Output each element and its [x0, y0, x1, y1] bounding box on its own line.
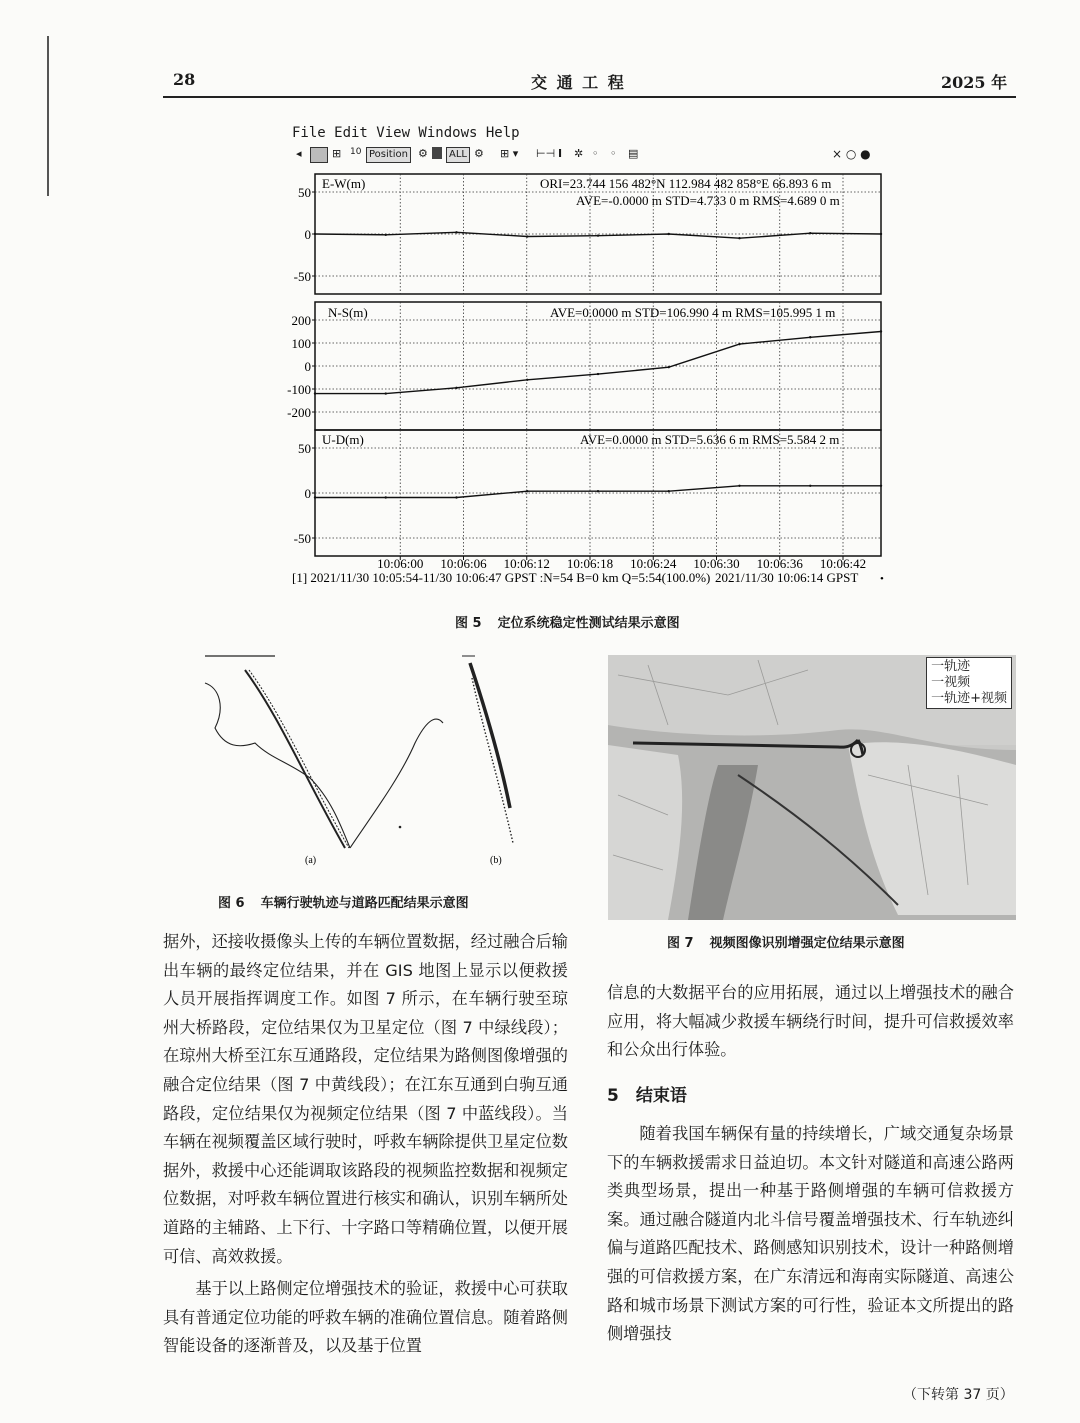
right-paragraph-1: 信息的大数据平台的应用拓展，通过以上增强技术的融合应用，将大幅减少救援车辆绕行时间，提升可信救援效率和公众出行体验。	[607, 983, 1014, 1060]
x-tick-label: 10:06:42	[819, 556, 867, 571]
data-point	[738, 485, 740, 487]
coast-a	[350, 719, 443, 848]
window-controls: × ○ ●	[832, 147, 871, 161]
road-a	[245, 670, 345, 848]
settings2-icon: ✲	[574, 147, 584, 160]
right-column-bottom	[607, 1120, 1014, 1349]
app-toolbar	[296, 146, 886, 166]
journal-title: 交 通 工 程	[531, 73, 626, 92]
legend-video: 一视频	[931, 675, 971, 690]
data-point	[880, 233, 882, 235]
table-icon: ⊞ ▾	[500, 147, 519, 160]
data-point	[526, 490, 528, 492]
data-point	[668, 233, 670, 235]
figure7-map	[608, 655, 1016, 920]
y-tick-label: 50	[298, 441, 311, 456]
data-point	[314, 392, 316, 394]
stability-chart	[270, 168, 890, 598]
y-tick-label: 200	[291, 313, 311, 328]
figure7-title: 视频图像识别增强定位结果示意图	[709, 936, 905, 951]
figure5-title: 定位系统稳定性测试结果示意图	[497, 616, 680, 631]
y-tick-label: -100	[287, 382, 311, 397]
header-rule	[163, 96, 1016, 98]
continued-note: （下转第 37 页）	[903, 1387, 1014, 1403]
zoom-icon: ⊞	[332, 147, 342, 160]
y-tick-label: 100	[291, 336, 311, 351]
data-point	[314, 233, 316, 235]
y-tick-label: 0	[304, 359, 311, 374]
data-point	[668, 366, 670, 368]
figure7-caption	[667, 932, 905, 951]
data-point	[385, 496, 387, 498]
position-select: Position	[366, 147, 411, 163]
data-point	[668, 490, 670, 492]
figure7-number: 图 7	[667, 936, 694, 951]
grid	[315, 174, 881, 556]
dot1-icon: ◦	[592, 147, 599, 160]
legend-track-video: 一轨迹+视频	[931, 691, 1007, 706]
left-column	[163, 928, 568, 1361]
x-tick-label: 10:06:18	[566, 556, 614, 571]
figure5-number: 图 5	[455, 616, 482, 631]
data-point	[455, 496, 457, 498]
footer-left: [1] 2021/11/30 10:05:54-11/30 10:06:47 GPST :N=54 B=0 km Q=5:54(100.0%)	[292, 570, 711, 585]
ud-stats: AVE=0.0000 m STD=5.636 6 m RMS=5.584 2 m	[580, 432, 840, 447]
ten-icon: 10	[350, 147, 362, 157]
dot-a	[399, 826, 402, 829]
data-point	[385, 234, 387, 236]
ud-label: U-D(m)	[322, 432, 364, 447]
ori-text: ORI=23.744 156 482°N 112.984 482 858°E 66.893 6 m	[540, 176, 832, 191]
legend-track: 一轨迹	[931, 659, 971, 674]
footer-right: 2021/11/30 10:06:14 GPST	[715, 570, 859, 585]
data-point	[738, 237, 740, 239]
map-land-west	[608, 745, 682, 920]
dot2-icon: ◦	[610, 147, 617, 160]
y-ticks	[287, 185, 315, 546]
data-point	[526, 235, 528, 237]
x-tick-label: 10:06:36	[756, 556, 803, 571]
x-tick-label: 10:06:24	[630, 556, 677, 571]
data-point	[455, 387, 457, 389]
figure6-title: 车辆行驶轨迹与道路匹配结果示意图	[260, 896, 469, 911]
arrow-left-icon: ◂	[296, 147, 302, 160]
data-point	[385, 392, 387, 394]
left-paragraph-1: 据外，还接收摄像头上传的车辆位置数据，经过融合后输出车辆的最终定位结果，并在 GIS 地图上显示以便救援人员开展指挥调度工作。如图 7 所示，在车辆行驶至琼州大桥路段，定位结果仅为卫星定位（图 7 中绿线段）；在琼州大桥至江东互通路段，定位结果为路侧图像增强的融合定位结果（图 7 中黄线段）；在江东互通到白驹互通路段，定位结果仅为视频定位结果（图 7 中蓝线段）。当车辆在视频覆盖区域行驶时，呼救车辆除提供卫星定位数据外，救援中心还能调取该路段的视频监控数据和视频定位数据，对呼救车辆位置进行核实和确认，识别车辆所处道路的主辅路、上下行、十字路口等精确位置，以便开展可信、高效救援。	[163, 932, 568, 1266]
right-column-top	[607, 979, 1014, 1065]
ew-stats: AVE=-0.0000 m STD=4.733 0 m RMS=4.689 0 m	[576, 193, 840, 208]
figure6-number: 图 6	[218, 896, 245, 911]
color-swatch-icon	[432, 147, 442, 159]
data-point	[880, 485, 882, 487]
left-paragraph-2: 基于以上路侧定位增强技术的验证，救援中心可获取具有普通定位功能的呼救车辆的准确位置信息。随着路侧智能设备的逐渐普及，以及基于位置	[163, 1279, 568, 1356]
data-point	[880, 330, 882, 332]
margin-line	[47, 36, 49, 196]
road-b	[472, 678, 513, 843]
data-point	[597, 234, 599, 236]
y-tick-label: 50	[298, 185, 311, 200]
doc-icon: ▤	[628, 147, 639, 160]
data-point	[314, 496, 316, 498]
footer-marker-icon: •	[880, 573, 884, 585]
range-icon: ⊢⊣	[536, 147, 556, 160]
figure6-caption	[218, 892, 469, 911]
x-tick-label: 10:06:12	[503, 556, 550, 571]
ns-stats: AVE=0.0000 m STD=106.990 4 m RMS=105.995 1 m	[550, 305, 836, 320]
data-point	[455, 231, 457, 233]
x-tick-label: 10:06:30	[693, 556, 740, 571]
y-tick-label: -200	[287, 405, 311, 420]
data-point	[809, 485, 811, 487]
settings-icon: ⚙	[418, 147, 428, 160]
track-b	[470, 663, 510, 808]
ew-label: E-W(m)	[322, 176, 366, 191]
map-legend	[926, 657, 1012, 709]
series-lines	[314, 231, 882, 499]
boundary-a	[205, 683, 350, 848]
y-tick-label: -50	[293, 531, 311, 546]
x-ticks	[377, 556, 866, 571]
gear-icon: ⚙	[474, 147, 484, 160]
x-tick-label: 10:06:00	[377, 556, 424, 571]
data-point	[809, 232, 811, 234]
x-tick-label: 10:06:06	[440, 556, 487, 571]
panel-label-a: (a)	[305, 855, 317, 866]
header-year: 2025 年	[941, 73, 1008, 92]
grid-icon	[310, 147, 328, 163]
data-point	[597, 373, 599, 375]
y-tick-label: 0	[304, 486, 311, 501]
cursor-icon: I	[558, 147, 563, 160]
y-tick-label: 0	[304, 227, 311, 242]
figure5-caption	[455, 612, 680, 631]
figure6-track-matching	[200, 648, 560, 883]
data-point	[809, 336, 811, 338]
right-paragraph-2: 随着我国车辆保有量的持续增长，广域交通复杂场景下的车辆救援需求日益迫切。本文针对隧道和高速公路两类典型场景，提出一种基于路侧增强的车辆可信救援方案。通过融合隧道内北斗信号覆盖增强技术、行车轨迹纠偏与道路匹配技术、路侧感知识别技术，设计一种路侧增强的可信救援方案，在广东清远和海南实际隧道、高速公路和城市场景下测试方案的可行性，验证本文所提出的路侧增强技	[607, 1124, 1014, 1344]
data-point	[526, 379, 528, 381]
all-select: ALL	[446, 147, 470, 163]
ns-label: N-S(m)	[328, 305, 368, 320]
y-tick-label: -50	[293, 269, 311, 284]
page-number: 28	[173, 70, 196, 89]
panel-label-b: (b)	[490, 855, 502, 866]
app-menubar: File Edit View Windows Help	[292, 125, 520, 141]
data-point	[597, 490, 599, 492]
section-title: 5 结束语	[607, 1086, 687, 1106]
data-point	[738, 343, 740, 345]
